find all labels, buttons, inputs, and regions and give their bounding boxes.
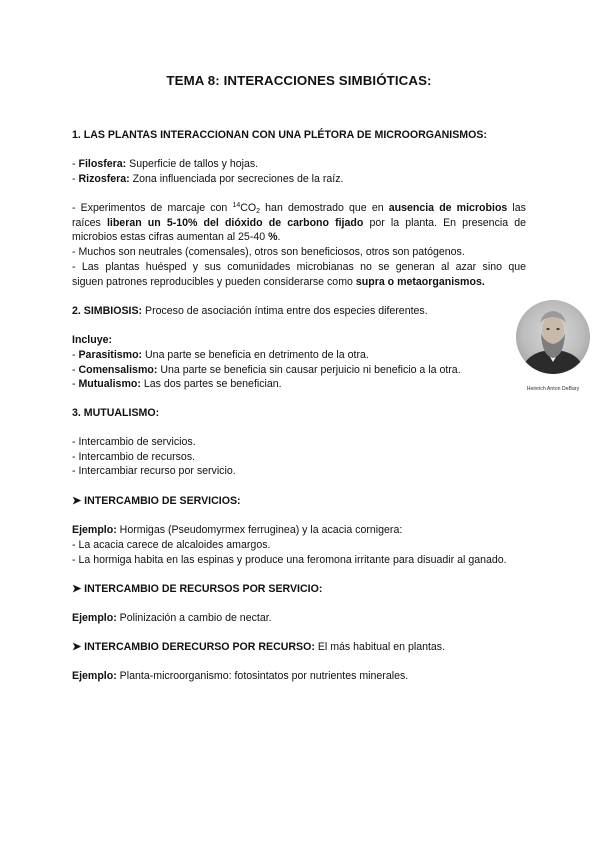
servicios-ejemplo: Ejemplo: Hormigas (Pseudomyrmex ferruginea) y la acacia cornigera: — [72, 524, 403, 536]
section-2-heading: 2. SIMBIOSIS: — [72, 305, 143, 317]
arrow-icon: ➤ — [72, 583, 82, 595]
rizosfera-term: Rizosfera: — [78, 173, 130, 185]
list-item-recursos: - Intercambio de recursos. — [72, 451, 196, 463]
section-1-heading: 1. LAS PLANTAS INTERACCIONAN CON UNA PLÉTORA DE MICROORGANISMOS: — [72, 129, 487, 141]
simbiosis-line: 2. SIMBIOSIS: Proceso de asociación íntima entre dos especies diferentes. — [72, 305, 428, 317]
arrow-icon: ➤ — [72, 641, 82, 653]
portrait-caption: Heinrich Anton DeBary — [526, 386, 580, 392]
recursos-servicio-heading: ➤ INTERCAMBIO DE RECURSOS POR SERVICIO: — [72, 583, 323, 595]
page-title: TEMA 8: INTERACCIONES SIMBIÓTICAS: — [166, 73, 432, 88]
paragraph-metaorganismos: - Las plantas huésped y sus comunidades microbianas no se generan al azar sino que siguen patrones reproducibles y pueden considerarse como supra o metaorganismos. — [72, 261, 526, 288]
intercambio-servicios-heading: ➤ INTERCAMBIO DE SERVICIOS: — [72, 495, 241, 507]
portrait-drawing — [516, 300, 590, 374]
recurso-recurso-heading: ➤ INTERCAMBIO DERECURSO POR RECURSO: El más habitual en plantas. — [72, 641, 446, 653]
paragraph-neutrales: - Muchos son neutrales (comensales), otros son beneficiosos, otros son patógenos. — [72, 246, 465, 258]
filosfera-def: Superficie de tallos y hojas. — [129, 158, 259, 170]
incluye-label: Incluye: — [72, 334, 113, 346]
rizosfera-def: Zona influenciada por secreciones de la raíz. — [132, 173, 344, 185]
list-item-recurso-servicio: - Intercambiar recurso por servicio. — [72, 465, 236, 477]
list-item-comensalismo: - Comensalismo: Una parte se beneficia sin causar perjuicio ni beneficio a la otra. — [72, 364, 461, 376]
rizosfera-line: - Rizosfera: Zona influenciada por secreciones de la raíz. — [72, 173, 344, 185]
servicios-line-1: - La acacia carece de alcaloides amargos. — [72, 539, 271, 551]
recursos-servicio-ejemplo: Ejemplo: Polinización a cambio de nectar. — [72, 612, 272, 624]
list-item-parasitismo: - Parasitismo: Una parte se beneficia en detrimento de la otra. — [72, 349, 369, 361]
list-item-servicios: - Intercambio de servicios. — [72, 436, 196, 448]
filosfera-line: - Filosfera: Superficie de tallos y hojas. — [72, 158, 259, 170]
filosfera-term: Filosfera: — [78, 158, 127, 170]
recurso-recurso-ejemplo: Ejemplo: Planta-microorganismo: fotosintatos por nutrientes minerales. — [72, 670, 409, 682]
portrait-image — [516, 300, 590, 374]
servicios-line-2: - La hormiga habita en las espinas y produce una feromona irritante para disuadir al ganado. — [72, 554, 507, 566]
section-3-heading: 3. MUTUALISMO: — [72, 407, 160, 419]
list-item-mutualismo: - Mutualismo: Las dos partes se benefician. — [72, 378, 282, 390]
arrow-icon: ➤ — [72, 495, 82, 507]
paragraph-marcaje: - Experimentos de marcaje con $^{14}CO_2$ han demostrado que en ausencia de microbios las raíces liberan un 5-10% del dióxido de carbono fijado por la planta. En presencia de microbios estas cifras aumentan al 25-40 %. — [72, 202, 526, 244]
